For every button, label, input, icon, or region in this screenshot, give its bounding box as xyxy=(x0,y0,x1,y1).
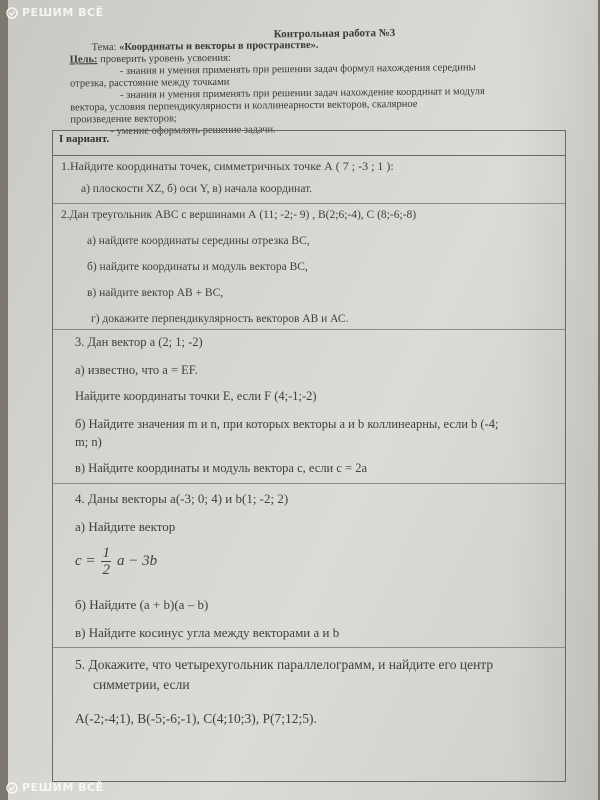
watermark-text: РЕШИМ ВСЁ xyxy=(22,6,104,19)
question-5-cont: симметрии, если xyxy=(93,677,190,692)
task-table xyxy=(52,130,566,782)
question-3: 3. Дан вектор a (2; 1; -2) xyxy=(75,335,203,349)
question-5: 5. Докажите, что четырехугольник параллелограмм, и найдите его центр xyxy=(75,657,494,672)
divider xyxy=(53,647,565,648)
question-2a: а) найдите координаты середины отрезка ВС, xyxy=(87,235,310,247)
variant-label: I вариант. xyxy=(59,133,110,145)
watermark-bottom xyxy=(6,781,104,794)
question-3a-find: Найдите координаты точки E, если F (4;-1;-2) xyxy=(75,389,317,403)
question-1: 1.Найдите координаты точек, симметричных точке А ( 7 ; -3 ; 1 ): xyxy=(61,159,394,173)
divider xyxy=(53,329,565,330)
question-1-options: а) плоскости XZ, б) оси Y, в) начала координат. xyxy=(81,183,313,195)
goal-text: проверить уровень усвоения: xyxy=(100,52,231,66)
question-4b: б) Найдите (a + b)(a – b) xyxy=(75,597,209,612)
question-2b: б) найдите координаты и модуль вектора ВС, xyxy=(87,261,308,273)
question-2: 2.Дан треугольник АВС с вершинами А (11; -2;- 9) , В(2;6;-4), С (8;-6;-8) xyxy=(61,209,417,221)
question-5-points: A(-2;-4;1), B(-5;-6;-1), C(4;10;3), P(7;12;5). xyxy=(75,711,317,726)
divider xyxy=(53,483,565,484)
divider xyxy=(53,203,565,204)
formula-rhs: a − 3b xyxy=(117,552,158,569)
goal-item: - знания и умения применять при решении задач формул нахождения середины xyxy=(119,62,476,77)
goal-item: - умение оформлять решение задачи. xyxy=(110,124,276,138)
watermark-top xyxy=(6,6,104,19)
document-header xyxy=(69,26,540,139)
goal-item: произведение векторов; xyxy=(70,113,177,126)
fraction-denominator: 2 xyxy=(102,562,111,578)
question-3b: б) Найдите значения m и n, при которых векторы a и b коллинеарны, если b (-4; xyxy=(75,417,499,431)
question-3c: в) Найдите координаты и модуль вектора c, если c = 2a xyxy=(75,461,368,475)
question-3b-cont: m; n) xyxy=(75,435,102,449)
theme-prefix: Тема: xyxy=(91,41,117,54)
watermark-text: РЕШИМ ВСЁ xyxy=(22,781,104,794)
question-4c: в) Найдите косинус угла между векторами a и b xyxy=(75,625,340,640)
question-2d: г) докажите перпендикулярность векторов АВ и АС. xyxy=(91,313,349,325)
variant-header xyxy=(53,131,565,156)
fraction xyxy=(101,545,111,578)
goal-item: - знания и умения применять при решении задач нахождение координат и модуля xyxy=(120,86,485,101)
logo-icon xyxy=(6,782,18,794)
question-4a: а) Найдите вектор xyxy=(75,519,176,534)
goal-item: вектора, условия перпендикулярности и коллинеарности векторов, скалярное xyxy=(70,98,418,114)
theme-text: «Координаты и векторы в пространстве». xyxy=(119,39,319,53)
question-3a: а) известно, что a = EF. xyxy=(75,363,198,377)
question-2c: в) найдите вектор АВ + ВС, xyxy=(87,287,224,299)
page-title: Контрольная работа №3 xyxy=(273,27,396,41)
goal-item: отрезка, расстояние между точками xyxy=(69,76,230,90)
goal-label: Цель: xyxy=(69,54,98,66)
formula-lhs: c = xyxy=(75,552,96,569)
logo-icon xyxy=(6,7,18,19)
formula-c xyxy=(75,545,157,578)
question-4: 4. Даны векторы a(-3; 0; 4) и b(1; -2; 2) xyxy=(75,491,289,506)
fraction-numerator: 1 xyxy=(102,545,111,561)
